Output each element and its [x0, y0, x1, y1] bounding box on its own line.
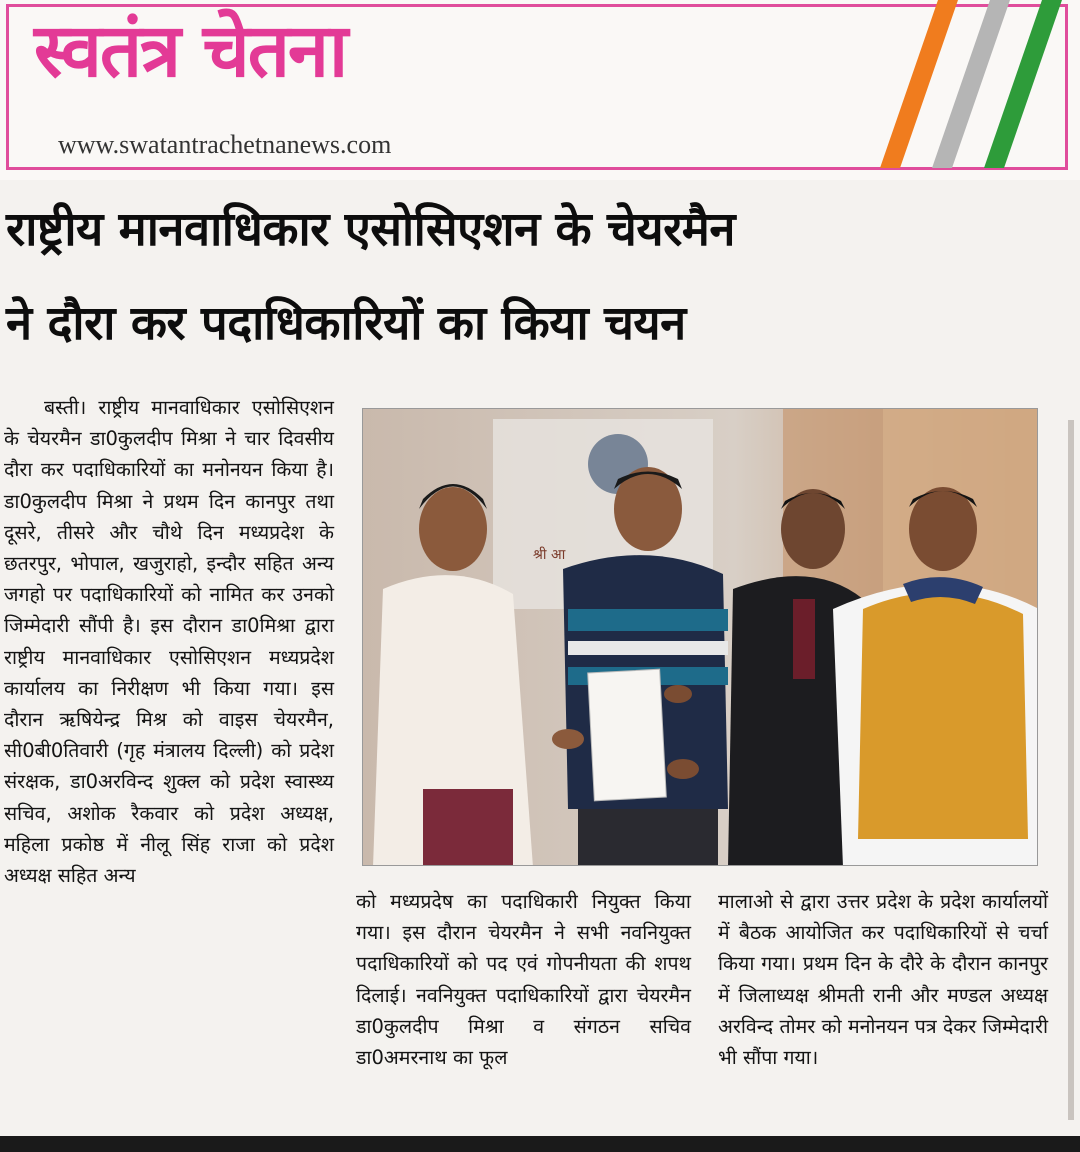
- article-column-1: [4, 392, 334, 891]
- article-column-3: [718, 886, 1048, 1073]
- tricolor-stripes-logo: [860, 0, 1070, 170]
- news-photo: [362, 408, 1038, 866]
- headline-line-1: राष्ट्रीय मानवाधिकार एसोसिएशन के चेयरमैन: [6, 202, 735, 257]
- masthead: [0, 0, 1080, 180]
- adjacent-column-edge: [1062, 400, 1080, 1140]
- newspaper-url: www.swatantrachetnanews.com: [58, 130, 392, 159]
- headline-line-2: ने दौरा कर पदाधिकारियों का किया चयन: [6, 296, 686, 351]
- article-text-column-3: मालाओ से द्वारा उत्तर प्रदेश के प्रदेश कार्यालयों में बैठक आयोजित कर पदाधिकारियों से चर्चा किया गया। प्रथम दिन के दौरे के दौरान कानपुर में जिलाध्यक्ष श्रीमती रानी और मण्डल अध्यक्ष अरविन्द तोमर को मनोनयन पत्र देकर जिम्मेदारी भी सौंपा गया।: [718, 890, 1048, 1070]
- photo-illustration: [363, 409, 1038, 866]
- article-text-column-1: बस्ती। राष्ट्रीय मानवाधिकार एसोसिएशन के चेयरमैन डा0कुलदीप मिश्रा ने चार दिवसीय दौरा कर पदाधिकारियों का मनोनयन किया है। डा0कुलदीप मिश्रा ने प्रथम दिन कानपुर तथा दूसरे, तीसरे और चौथे दिन मध्यप्रदेश के छतरपुर, भोपाल, खजुराहो, इन्दौर सहित अन्य जगहो पर पदाधिकारियों को नामित कर उनको जिम्मेदारी सौंपी है। इस दौरान डा0मिश्रा द्वारा राष्ट्रीय मानवाधिकार एसोसिएशन मध्यप्रदेश कार्यालय का निरीक्षण भी किया गया। इस दौरान ऋषियेन्द्र मिश्र को वाइस चेयरमैन, सी0बी0तिवारी (गृह मंत्रालय दिल्ली) को प्रदेश संरक्षक, डा0अरविन्द शुक्ल को प्रदेश स्वास्थ्य सचिव, अशोक रैकवार को प्रदेश अध्यक्ष, महिला प्रकोष्ठ में नीलू सिंह राजा को प्रदेश अध्यक्ष सहित अन्य: [4, 396, 334, 888]
- wall-text: श्री आ: [533, 547, 566, 563]
- bottom-bar: [0, 1136, 1080, 1152]
- article-text-column-2: को मध्यप्रदेष का पदाधिकारी नियुक्त किया गया। इस दौरान चेयरमैन ने सभी नवनियुक्त पदाधिकारियों को पद एवं गोपनीयता की शपथ दिलाई। नवनियुक्त पदाधिकारियों द्वारा चेयरमैन डा0कुलदीप मिश्रा व संगठन सचिव डा0अमरनाथ का फूल: [356, 890, 691, 1070]
- article-column-2: [356, 886, 691, 1073]
- newspaper-title: स्वतंत्र चेतना: [34, 8, 347, 94]
